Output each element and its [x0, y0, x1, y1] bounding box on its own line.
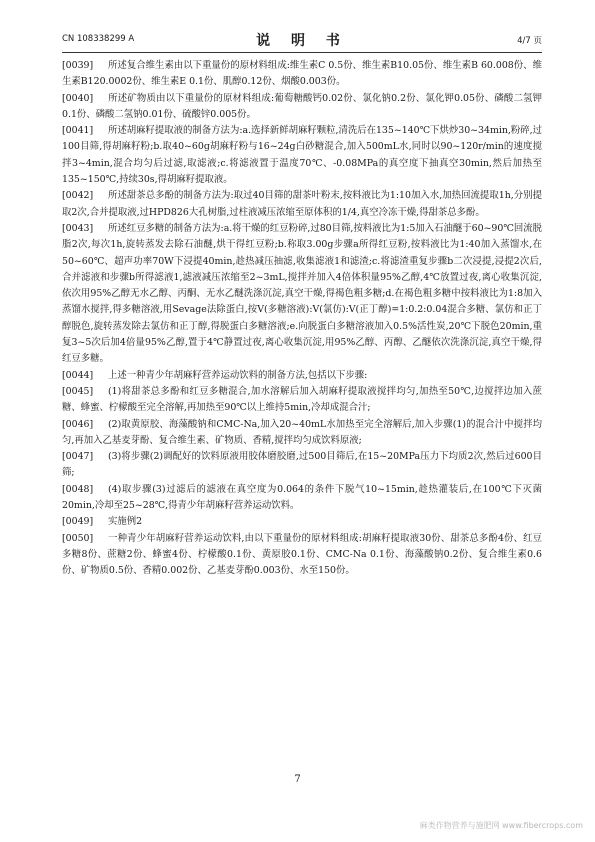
paragraph-number: [0044]: [62, 369, 94, 381]
paragraph-number: [0039]: [62, 60, 94, 71]
page-info: 4/7 页: [517, 36, 542, 46]
paragraph-text: 所述甜茶总多酚的制备方法为:取过40目筛的甜茶叶粉末,按料液比为1:10加入水,加热回流提取1h,分别提取2次,合并提取液,过HPD826大孔树脂,过柱液减压浓缩至原体积的1/4,真空冷冻干燥,得甜茶总多酚。: [62, 190, 542, 218]
paragraph-number: [0042]: [62, 190, 94, 202]
paragraph: [62, 58, 542, 91]
page-header: [62, 30, 542, 48]
paragraph-text: (2)取黄原胶、海藻酸钠和CMC-Na,加入20~40mL水加热至完全溶解后,加入步骤(1)的混合汁中搅拌均匀,再加入乙基麦芽酚、复合维生素、矿物质、香精,搅拌均匀成饮料原液;: [62, 418, 542, 446]
paragraph-text: 所述红豆多糖的制备方法为:a.将干燥的红豆粉碎,过80目筛,按料液比为1:5加入石油醚于60~90℃回流脱脂2次,每次1h,旋转蒸发去除石油醚,烘干得红豆粉;b.称取3.00g步骤a所得红豆粉,按料液比为1:40加入蒸馏水,在50~60℃、超声功率70W下浸提40min,趁热减压抽滤,收集滤液1和滤渣;c.将滤渣重复步骤b二次浸提,浸提2次后,合并滤液和步骤b所得滤液1,滤液减压浓缩至2~3mL,搅拌并加入4倍体积量95%乙醇,4℃放置过夜,离心收集沉淀,依次用95%乙醇无水乙醇、丙酮、无水乙醚洗涤沉淀,真空干燥,得褐色粗多糖;d.在褐色粗多糖中按料液比为1:8加入蒸馏水搅拌,得多糖溶液,用Sevage法除蛋白,按V(多糖溶液):V(氯仿):V(正丁醇)=1:0.2:0.04混合多糖、氯仿和正丁醇脱色,旋转蒸发除去氯仿和正丁醇,得脱蛋白多糖溶液;e.向脱蛋白多糖溶液加入0.5%活性炭,20℃下脱色20min,重复3~5次后加4倍量95%乙醇,置于4℃静置过夜,离心收集沉淀,用95%乙醇、丙醇、乙醚依次洗涤沉淀,真空干燥,得红豆多糖。: [62, 222, 542, 365]
paragraph-text: (3)将步骤(2)调配好的饮料原液用胶体磨胶磨,过500目筛后,在15~20MPa压力下均质2次,然后过600目筛;: [62, 451, 542, 479]
paragraph-number: [0040]: [62, 92, 94, 104]
paragraph-number: [0050]: [62, 532, 94, 544]
paragraph: [62, 368, 542, 384]
paragraph-text: 上述一种青少年胡麻籽营养运动饮料的制备方法,包括以下步骤:: [108, 369, 368, 381]
paragraph-text: 实施例2: [108, 516, 143, 528]
paragraph: [62, 449, 542, 482]
paragraph-number: [0045]: [62, 385, 94, 397]
paragraph-text: (4)取步骤(3)过滤后的滤液在真空度为0.064的条件下脱气10~15min,趁热灌装后,在100℃下灭菌20min,冷却至25~28℃,得青少年胡麻籽营养运动饮料。: [62, 483, 542, 512]
document-title: 说 明 书: [256, 33, 348, 49]
paragraph-number: [0049]: [62, 516, 94, 528]
paragraph-number: [0041]: [62, 125, 94, 137]
watermark: 麻类作物营养与施肥网 www.fibercrops.com: [419, 821, 583, 830]
paragraph-number: [0046]: [62, 418, 94, 430]
page-number: 7: [294, 774, 301, 785]
paragraph: [62, 482, 542, 515]
paragraph-number: [0043]: [62, 222, 94, 234]
paragraph: [62, 91, 542, 124]
paragraph: [62, 531, 542, 580]
paragraph-text: 所述矿物质由以下重量份的原材料组成:葡萄糖酸钙0.02份、氯化钠0.2份、氯化钾0.05份、磷酸二氢钾0.1份、磷酸二氢钠0.01份、硫酸锌0.005份。: [62, 92, 542, 120]
paragraph-number: [0048]: [62, 483, 94, 495]
paragraph-text: (1)将甜茶总多酚和红豆多糖混合,加水溶解后加入胡麻籽提取液搅拌均匀,加热至50℃,边搅拌边加入蔗糖、蜂蜜、柠檬酸至完全溶解,再加热至90℃以上维持5min,冷却成混合汁;: [62, 385, 542, 414]
paragraph-number: [0047]: [62, 451, 94, 463]
paragraph: [62, 123, 542, 188]
header-rule: [62, 52, 542, 53]
paragraph-text: 一种青少年胡麻籽营养运动饮料,由以下重量份的原材料组成:胡麻籽提取液30份、甜茶总多酚4份、红豆多糖8份、蔗糖2份、蜂蜜4份、柠檬酸0.1份、黄原胶0.1份、CMC-Na 0.1份、海藻酸钠0.2份、复合维生素0.6份、矿物质0.5份、香精0.002份、乙基麦芽酚0.003份、水至150份。: [62, 532, 542, 577]
paragraph: [62, 417, 542, 450]
paragraph: [62, 384, 542, 417]
paragraph: [62, 221, 542, 368]
paragraph-text: 所述复合维生素由以下重量份的原材料组成:维生素C 0.5份、维生素B10.05份、维生素B 60.008份、维生素B120.0002份、维生素E 0.1份、肌醇0.12份、烟酸0.003份。: [62, 60, 542, 88]
paragraph-text: 所述胡麻籽提取液的制备方法为:a.选择新鲜胡麻籽颗粒,清洗后在135~140℃下烘炒30~34min,粉碎,过100目筛,得胡麻籽粉;b.取40~60g胡麻籽粉与16~24g白砂糖混合,加入500mL水,同时以90~120r/min的速度搅拌3~4min,混合均匀后过滤,取滤液;c.将滤液置于温度70℃、-0.08MPa的真空度下抽真空30min,然后加热至135~150℃,持续30s,得胡麻籽提取液。: [62, 125, 542, 186]
publication-number: CN 108338299 A: [62, 34, 135, 44]
paragraph: [62, 188, 542, 221]
document-body: [62, 58, 542, 580]
paragraph: [62, 514, 542, 530]
